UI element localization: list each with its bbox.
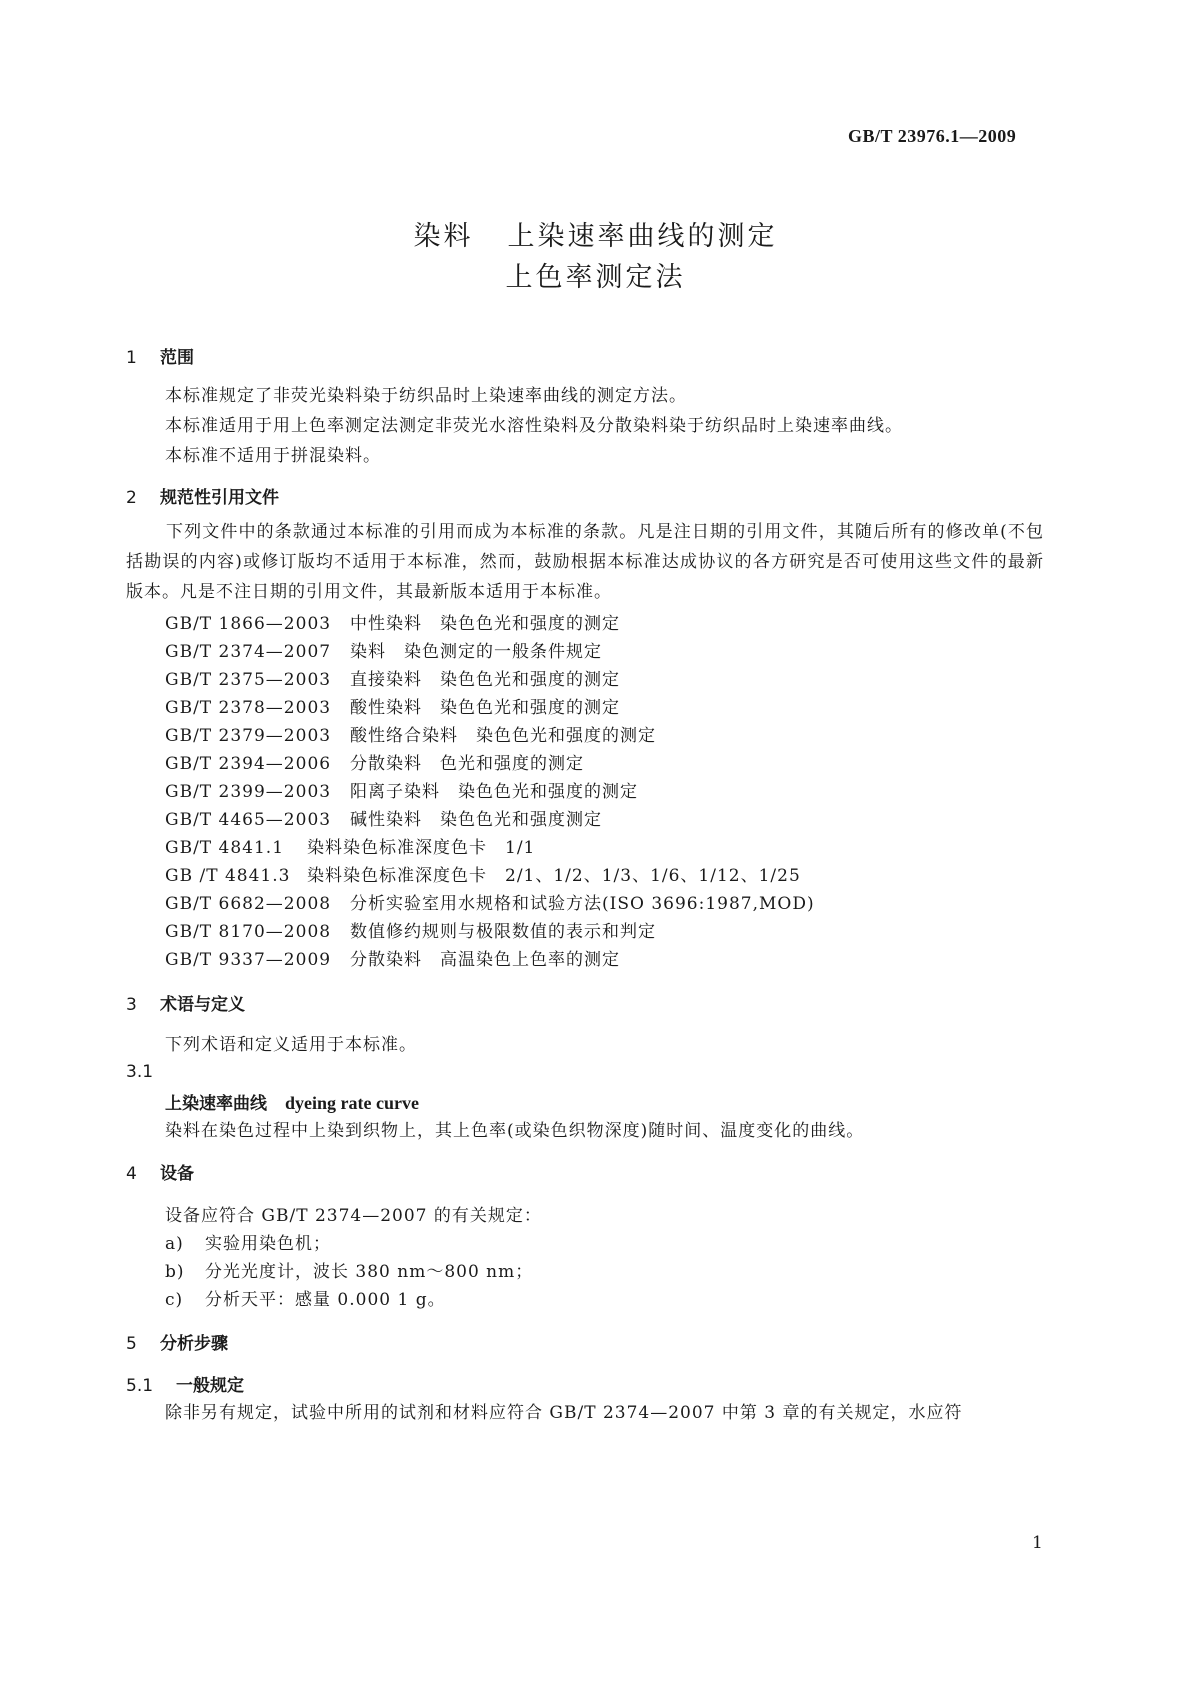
section-title: 设备 bbox=[160, 1164, 194, 1184]
paragraph: 本标准不适用于拼混染料。 bbox=[165, 446, 381, 466]
reference-row bbox=[165, 917, 674, 942]
paragraph: 除非另有规定，试验中所用的试剂和材料应符合 GB/T 2374—2007 中第 3 章的有关规定，水应符 bbox=[165, 1403, 963, 1423]
ref-subtitle: 高温染色上色率的测定 bbox=[440, 950, 620, 970]
ref-title: 染料染色标准深度色卡 bbox=[307, 866, 487, 886]
standard-code: GB/T 23976.1—2009 bbox=[848, 126, 1017, 146]
ref-subtitle: 色光和强度的测定 bbox=[440, 754, 584, 774]
reference-row bbox=[165, 665, 620, 690]
section-title: 规范性引用文件 bbox=[160, 488, 279, 508]
ref-title: 染料染色标准深度色卡 bbox=[307, 838, 487, 858]
ref-title: 酸性络合染料 bbox=[350, 726, 458, 746]
ref-code: GB/T 2399—2003 bbox=[165, 782, 332, 802]
reference-row bbox=[165, 805, 602, 830]
section-title: 术语与定义 bbox=[160, 995, 245, 1015]
ref-subtitle: 染色色光和强度的测定 bbox=[440, 670, 620, 690]
subsection-number: 3.1 bbox=[126, 1062, 154, 1082]
reference-row bbox=[165, 693, 620, 718]
ref-title: 数值修约规则与极限数值的表示和判定 bbox=[350, 922, 656, 942]
ref-title: 分析实验室用水规格和试验方法(ISO 3696:1987,MOD) bbox=[350, 894, 815, 914]
term-english: dyeing rate curve bbox=[285, 1093, 419, 1113]
ref-subtitle: 染色色光和强度的测定 bbox=[476, 726, 656, 746]
title-line-2: 上色率测定法 bbox=[505, 262, 686, 293]
ref-code: GB/T 9337—2009 bbox=[165, 950, 332, 970]
reference-row bbox=[165, 861, 801, 886]
ref-code: GB/T 4841.1 bbox=[165, 838, 285, 858]
list-label: a) bbox=[165, 1234, 184, 1254]
ref-code: GB/T 2378—2003 bbox=[165, 698, 332, 718]
ref-code: GB/T 2375—2003 bbox=[165, 670, 332, 690]
subsection-title: 一般规定 bbox=[176, 1376, 244, 1396]
ref-code: GB/T 2379—2003 bbox=[165, 726, 332, 746]
ref-title: 碱性染料 bbox=[350, 810, 422, 830]
ref-code: GB/T 2394—2006 bbox=[165, 754, 332, 774]
ref-title: 分散染料 bbox=[350, 950, 422, 970]
section-2-heading bbox=[126, 483, 279, 508]
term-chinese: 上染速率曲线 bbox=[165, 1094, 267, 1114]
ref-subtitle: 染色测定的一般条件规定 bbox=[404, 642, 602, 662]
ref-title: 直接染料 bbox=[350, 670, 422, 690]
ref-title: 分散染料 bbox=[350, 754, 422, 774]
list-text: 实验用染色机； bbox=[205, 1234, 331, 1254]
reference-row bbox=[165, 749, 584, 774]
ref-title: 中性染料 bbox=[350, 614, 422, 634]
ref-subtitle: 染色色光和强度的测定 bbox=[458, 782, 638, 802]
ref-subtitle: 2/1、1/2、1/3、1/6、1/12、1/25 bbox=[505, 866, 801, 886]
section-3-heading bbox=[126, 990, 245, 1015]
reference-row bbox=[165, 777, 638, 802]
ref-title: 染料 bbox=[350, 642, 386, 662]
subsection-number: 5.1 bbox=[126, 1376, 154, 1396]
list-text: 分光光度计，波长 380 nm～800 nm； bbox=[205, 1262, 534, 1282]
ref-subtitle: 染色色光和强度的测定 bbox=[440, 614, 620, 634]
section-1-heading bbox=[126, 343, 194, 368]
ref-code: GB/T 8170—2008 bbox=[165, 922, 332, 942]
ref-code: GB/T 4465—2003 bbox=[165, 810, 332, 830]
list-item bbox=[165, 1285, 446, 1310]
section-number: 3 bbox=[126, 995, 137, 1015]
normative-intro: 下列文件中的条款通过本标准的引用而成为本标准的条款。凡是注日期的引用文件，其随后所有的修改单(不包括勘误的内容)或修订版均不适用于本标准，然而，鼓励根据本标准达成协议的各方研究是否可使用这些文件的最新版本。凡是不注日期的引用文件，其最新版本适用于本标准。 bbox=[126, 522, 1044, 602]
paragraph: 设备应符合 GB/T 2374—2007 的有关规定： bbox=[165, 1206, 542, 1226]
reference-row bbox=[165, 889, 833, 914]
ref-subtitle: 染色色光和强度测定 bbox=[440, 810, 602, 830]
title-line-1 bbox=[0, 214, 1191, 253]
ref-title: 阳离子染料 bbox=[350, 782, 440, 802]
ref-subtitle: 1/1 bbox=[505, 838, 536, 858]
section-number: 2 bbox=[126, 488, 137, 508]
title-part-a: 染料 bbox=[413, 221, 474, 252]
reference-row bbox=[165, 609, 620, 634]
ref-code: GB/T 6682—2008 bbox=[165, 894, 332, 914]
reference-row bbox=[165, 833, 535, 858]
list-text: 分析天平：感量 0.000 1 g。 bbox=[205, 1290, 446, 1310]
ref-code: GB/T 1866—2003 bbox=[165, 614, 332, 634]
ref-code: GB /T 4841.3 bbox=[165, 866, 291, 886]
page-number: 1 bbox=[1032, 1533, 1043, 1553]
section-title: 分析步骤 bbox=[160, 1334, 228, 1354]
list-label: c) bbox=[165, 1290, 184, 1310]
ref-subtitle: 染色色光和强度的测定 bbox=[440, 698, 620, 718]
ref-title: 酸性染料 bbox=[350, 698, 422, 718]
reference-row bbox=[165, 721, 656, 746]
paragraph: 本标准规定了非荧光染料染于纺织品时上染速率曲线的测定方法。 bbox=[165, 386, 687, 406]
subsection-5-1-heading bbox=[126, 1371, 244, 1396]
paragraph: 下列术语和定义适用于本标准。 bbox=[165, 1035, 417, 1055]
section-4-heading bbox=[126, 1159, 194, 1184]
section-number: 4 bbox=[126, 1164, 137, 1184]
section-number: 1 bbox=[126, 348, 137, 368]
ref-code: GB/T 2374—2007 bbox=[165, 642, 332, 662]
reference-row bbox=[165, 945, 620, 970]
list-label: b) bbox=[165, 1262, 185, 1282]
paragraph: 本标准适用于用上色率测定法测定非荧光水溶性染料及分散染料染于纺织品时上染速率曲线。 bbox=[165, 416, 903, 436]
reference-row bbox=[165, 637, 602, 662]
title-part-b: 上染速率曲线的测定 bbox=[507, 221, 778, 252]
section-5-heading bbox=[126, 1329, 228, 1354]
list-item bbox=[165, 1257, 533, 1282]
term-definition: 染料在染色过程中上染到织物上，其上色率(或染色织物深度)随时间、温度变化的曲线。 bbox=[165, 1121, 865, 1141]
term-heading bbox=[165, 1089, 419, 1114]
list-item bbox=[165, 1229, 331, 1254]
section-number: 5 bbox=[126, 1334, 137, 1354]
section-title: 范围 bbox=[160, 348, 194, 368]
